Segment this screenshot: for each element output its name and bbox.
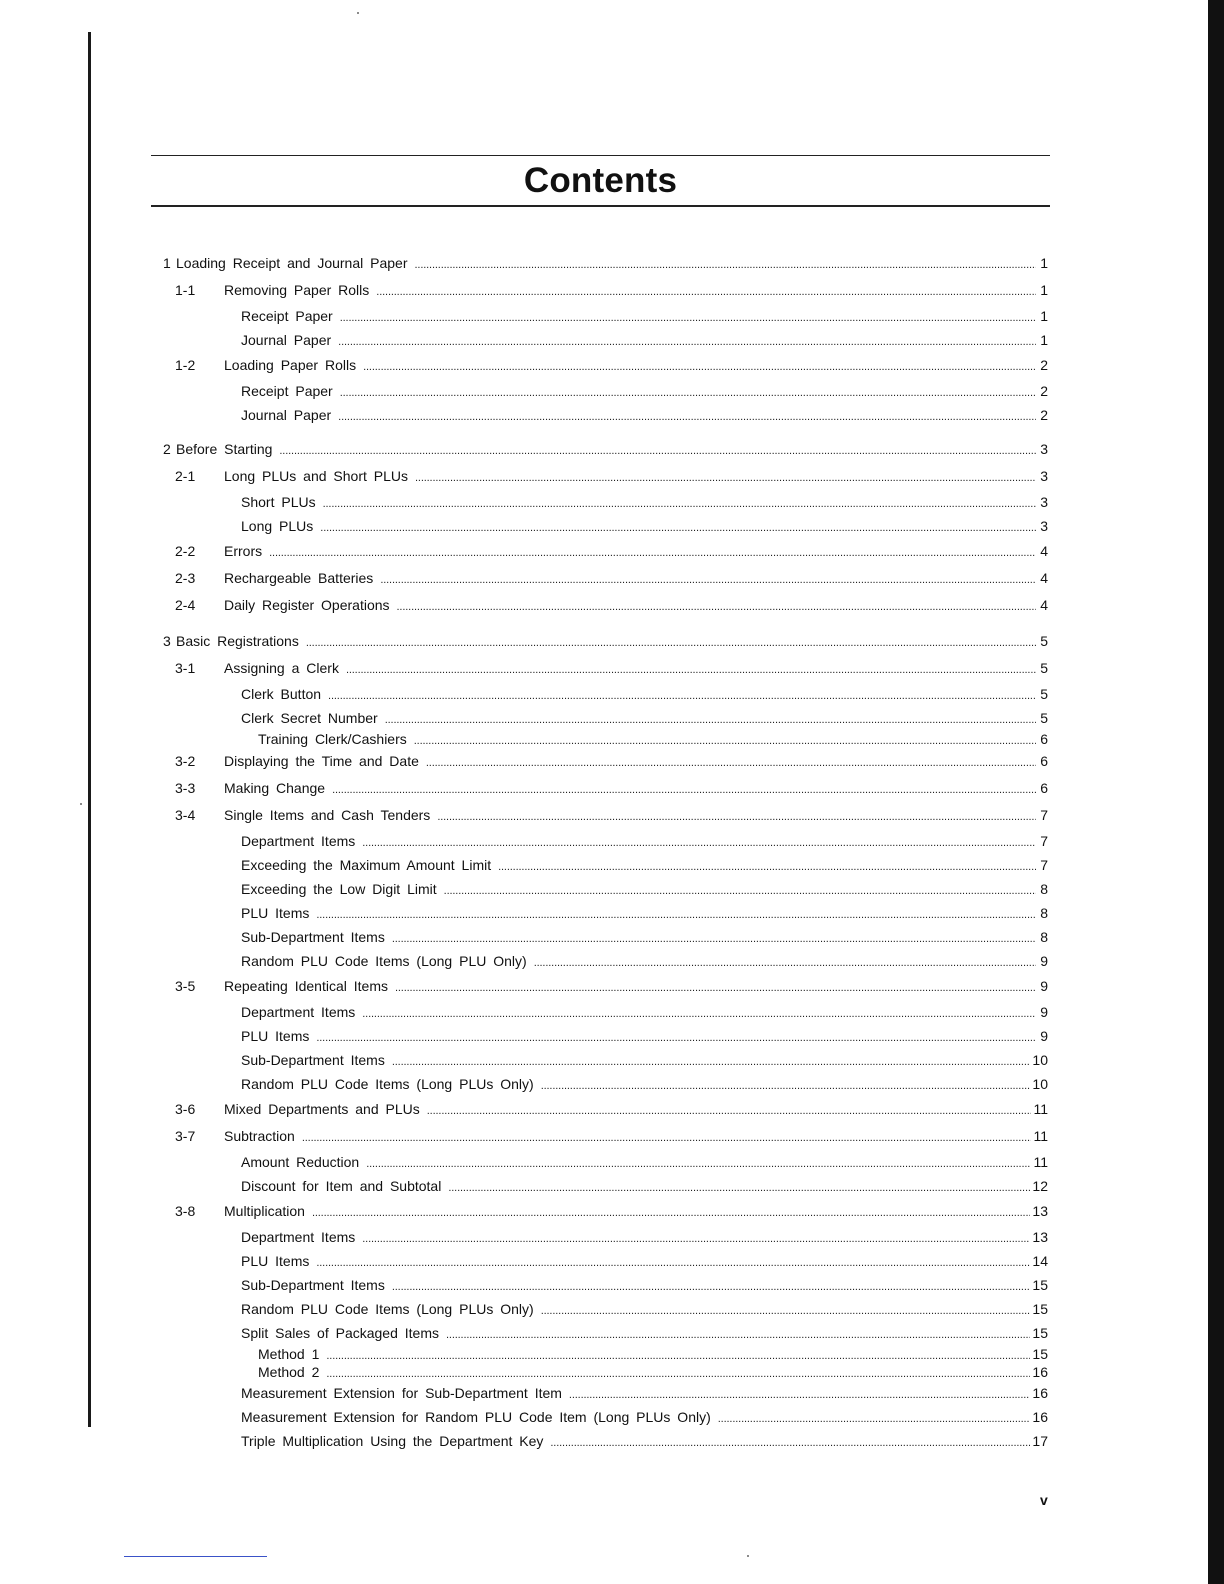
toc-section-entry-page: 2 <box>1040 357 1048 373</box>
toc-chapter-entry-label: Before Starting <box>176 441 273 457</box>
toc-section-entry <box>163 277 1048 304</box>
toc-item-entry <box>163 1024 1048 1048</box>
toc-section-entry-label: Long PLUs and Short PLUs <box>224 468 408 484</box>
scan-speck <box>747 1555 749 1557</box>
toc-item-entry-label: Triple Multiplication Using the Department Key <box>241 1433 544 1449</box>
toc-item-entry-label: PLU Items <box>241 905 310 921</box>
dot-leader <box>541 1074 1031 1098</box>
dot-leader <box>316 903 1036 927</box>
toc-item-entry-label: Short PLUs <box>241 494 316 510</box>
toc-section-entry-page: 1 <box>1040 282 1048 298</box>
toc-section-entry-page: 4 <box>1040 543 1048 559</box>
toc-section-entry <box>163 352 1048 379</box>
toc-section-entry-label: Repeating Identical Items <box>224 978 388 994</box>
toc-section-entry-number: 1-2 <box>175 357 196 373</box>
dot-leader <box>332 777 1036 804</box>
toc-chapter-entry-number: 1 <box>163 255 171 271</box>
toc-item-entry <box>163 379 1048 403</box>
toc-item-entry-page: 15 <box>1032 1325 1048 1341</box>
toc-item-entry-page: 3 <box>1040 518 1048 534</box>
toc-chapter-entry <box>163 629 1048 653</box>
toc-item-entry <box>163 1321 1048 1345</box>
dot-leader <box>363 354 1036 381</box>
toc-item-entry-page: 13 <box>1032 1229 1048 1245</box>
toc-item-entry-label: Receipt Paper <box>241 308 333 324</box>
dot-leader <box>340 381 1036 405</box>
toc-chapter <box>163 251 1048 427</box>
toc-item-entry <box>163 1000 1048 1024</box>
toc-section-entry-number: 3-3 <box>175 780 196 796</box>
toc-item-entry-page: 9 <box>1040 1004 1048 1020</box>
toc-item-entry-label: Exceeding the Maximum Amount Limit <box>241 857 492 873</box>
toc-section-entry <box>163 463 1048 490</box>
toc-item-entry-page: 1 <box>1040 332 1048 348</box>
dot-leader <box>376 279 1036 306</box>
dot-leader <box>415 253 1037 277</box>
toc-item-entry-label: Measurement Extension for Sub-Department Item <box>241 1385 562 1401</box>
dot-leader <box>323 492 1036 516</box>
dot-leader <box>444 879 1036 903</box>
toc-item-entry <box>163 706 1048 730</box>
dot-leader <box>437 804 1036 831</box>
toc-item-entry <box>163 829 1048 853</box>
toc-item-entry-label: Random PLU Code Items (Long PLU Only) <box>241 953 527 969</box>
scan-mark <box>124 1556 267 1557</box>
dot-leader <box>380 567 1036 594</box>
toc-item-entry-page: 8 <box>1040 929 1048 945</box>
dot-leader <box>306 631 1036 655</box>
toc-item-entry-label: Clerk Secret Number <box>241 710 378 726</box>
dot-leader <box>392 1275 1031 1299</box>
toc-section-entry-page: 4 <box>1040 570 1048 586</box>
toc-section-entry-page: 11 <box>1033 1101 1048 1117</box>
toc-section-entry <box>163 802 1048 829</box>
toc-section-entry <box>163 775 1048 802</box>
toc-item-entry <box>163 682 1048 706</box>
toc-item-entry-label: Journal Paper <box>241 407 332 423</box>
dot-leader <box>718 1407 1031 1431</box>
dot-leader <box>320 516 1036 540</box>
toc-chapter <box>163 629 1048 1453</box>
toc-section-entry-label: Mixed Departments and PLUs <box>224 1101 420 1117</box>
toc-item-entry-page: 3 <box>1040 494 1048 510</box>
toc-section-entry-page: 9 <box>1040 978 1048 994</box>
dot-leader <box>366 1152 1031 1176</box>
toc-item-entry <box>163 949 1048 973</box>
toc-item-entry-label: Amount Reduction <box>241 1154 360 1170</box>
toc-section-entry-number: 3-8 <box>175 1203 196 1219</box>
toc-section-entry-page: 13 <box>1032 1203 1048 1219</box>
dot-leader <box>328 684 1036 708</box>
toc-section-entry-number: 3-4 <box>175 807 196 823</box>
toc-section-entry-number: 1-1 <box>175 282 196 298</box>
dot-leader <box>362 1227 1030 1251</box>
toc-section-entry <box>163 655 1048 682</box>
toc-section-entry-number: 3-1 <box>175 660 196 676</box>
dot-leader <box>385 708 1036 732</box>
dot-leader <box>326 1347 1030 1365</box>
toc-item-entry-label: PLU Items <box>241 1028 310 1044</box>
toc-section-entry-label: Assigning a Clerk <box>224 660 339 676</box>
dot-leader <box>362 1002 1036 1026</box>
toc-item-entry <box>163 304 1048 328</box>
toc-item-entry-label: Sub-Department Items <box>241 1277 385 1293</box>
toc-section-entry-label: Displaying the Time and Date <box>224 753 419 769</box>
toc-item-entry-page: 16 <box>1032 1409 1048 1425</box>
dot-leader <box>346 657 1036 684</box>
toc-item-entry-page: 2 <box>1040 407 1048 423</box>
toc-item-entry <box>163 1225 1048 1249</box>
toc-section-entry <box>163 1198 1048 1225</box>
toc-item-entry <box>163 1072 1048 1096</box>
toc-item-entry-page: 5 <box>1040 686 1048 702</box>
toc-section-entry-number: 3-5 <box>175 978 196 994</box>
toc-item-entry-page: 9 <box>1040 1028 1048 1044</box>
toc-item-entry <box>163 328 1048 352</box>
toc-section-entry-number: 2-1 <box>175 468 196 484</box>
scan-speck <box>357 12 359 14</box>
page-title: Contents <box>523 161 678 200</box>
dot-leader <box>392 927 1036 951</box>
dot-leader <box>338 330 1036 354</box>
toc-section-entry-number: 2-2 <box>175 543 196 559</box>
toc-section-entry-number: 3-7 <box>175 1128 196 1144</box>
toc-item-entry-page: 7 <box>1040 857 1048 873</box>
toc-chapter-entry-page: 5 <box>1040 633 1048 649</box>
toc-section-entry-page: 11 <box>1033 1128 1048 1144</box>
toc-section-entry-label: Removing Paper Rolls <box>224 282 370 298</box>
table-of-contents <box>163 251 1048 1463</box>
dot-leader <box>414 732 1036 750</box>
toc-item-entry-label: Discount for Item and Subtotal <box>241 1178 442 1194</box>
toc-item-entry-label: PLU Items <box>241 1253 310 1269</box>
toc-section-entry-label: Daily Register Operations <box>224 597 390 613</box>
toc-item-entry <box>163 490 1048 514</box>
toc-section-entry-label: Multiplication <box>224 1203 305 1219</box>
dot-leader <box>415 465 1036 492</box>
toc-section-entry-number: 3-6 <box>175 1101 196 1117</box>
dot-leader <box>338 405 1036 429</box>
dot-leader <box>316 1026 1036 1050</box>
toc-item-entry <box>163 901 1048 925</box>
dot-leader <box>448 1176 1030 1200</box>
toc-item-entry <box>163 1150 1048 1174</box>
toc-section-entry-page: 3 <box>1040 468 1048 484</box>
toc-section-entry <box>163 1123 1048 1150</box>
dot-leader <box>362 831 1036 855</box>
toc-subitem-entry <box>163 1345 1048 1363</box>
toc-item-entry-label: Random PLU Code Items (Long PLUs Only) <box>241 1301 534 1317</box>
toc-item-entry-page: 9 <box>1040 953 1048 969</box>
toc-item-entry-label: Long PLUs <box>241 518 314 534</box>
toc-chapter-entry-page: 3 <box>1040 441 1048 457</box>
toc-section-entry <box>163 973 1048 1000</box>
toc-section-entry-label: Loading Paper Rolls <box>224 357 357 373</box>
toc-item-entry-label: Receipt Paper <box>241 383 333 399</box>
dot-leader <box>427 1098 1032 1125</box>
dot-leader <box>316 1251 1030 1275</box>
toc-item-entry-page: 15 <box>1032 1301 1048 1317</box>
toc-item-entry-page: 2 <box>1040 383 1048 399</box>
toc-item-entry-label: Department Items <box>241 833 356 849</box>
dot-leader <box>498 855 1036 879</box>
toc-item-entry-page: 12 <box>1032 1178 1048 1194</box>
page-number: v <box>1040 1492 1048 1508</box>
dot-leader <box>534 951 1036 975</box>
toc-subitem-entry-label: Training Clerk/Cashiers <box>258 731 407 747</box>
toc-subitem-entry-label: Method 2 <box>258 1364 320 1380</box>
dot-leader <box>302 1125 1032 1152</box>
dot-leader <box>397 594 1036 621</box>
dot-leader <box>569 1383 1031 1407</box>
toc-section-entry-page: 6 <box>1040 780 1048 796</box>
scan-speck <box>80 803 82 805</box>
dot-leader <box>312 1200 1030 1227</box>
toc-item-entry-label: Split Sales of Packaged Items <box>241 1325 439 1341</box>
toc-item-entry <box>163 1381 1048 1405</box>
dot-leader <box>392 1050 1031 1074</box>
toc-section-entry <box>163 592 1048 619</box>
toc-item-entry <box>163 1048 1048 1072</box>
header-rule-bottom <box>151 205 1050 207</box>
toc-section-entry <box>163 565 1048 592</box>
dot-leader <box>446 1323 1030 1347</box>
toc-section-entry-page: 6 <box>1040 753 1048 769</box>
toc-section-entry <box>163 538 1048 565</box>
toc-item-entry-page: 10 <box>1032 1076 1048 1092</box>
toc-section-entry-label: Subtraction <box>224 1128 295 1144</box>
toc-item-entry-label: Random PLU Code Items (Long PLUs Only) <box>241 1076 534 1092</box>
dot-leader <box>426 750 1036 777</box>
toc-chapter-entry-label: Loading Receipt and Journal Paper <box>176 255 408 271</box>
toc-item-entry <box>163 1297 1048 1321</box>
toc-chapter <box>163 437 1048 619</box>
toc-item-entry <box>163 1405 1048 1429</box>
toc-item-entry-label: Department Items <box>241 1004 356 1020</box>
header-rule-top <box>151 155 1050 156</box>
toc-section-entry-number: 2-3 <box>175 570 196 586</box>
toc-item-entry-page: 16 <box>1032 1385 1048 1401</box>
toc-item-entry-page: 8 <box>1040 905 1048 921</box>
toc-subitem-entry-label: Method 1 <box>258 1346 320 1362</box>
toc-section-entry-label: Rechargeable Batteries <box>224 570 374 586</box>
toc-section-entry-number: 2-4 <box>175 597 196 613</box>
toc-section-entry-number: 3-2 <box>175 753 196 769</box>
toc-item-entry-label: Exceeding the Low Digit Limit <box>241 881 437 897</box>
toc-item-entry <box>163 1249 1048 1273</box>
dot-leader <box>340 306 1036 330</box>
toc-item-entry <box>163 853 1048 877</box>
toc-section-entry <box>163 1096 1048 1123</box>
toc-item-entry <box>163 925 1048 949</box>
toc-item-entry-label: Measurement Extension for Random PLU Code Item (Long PLUs Only) <box>241 1409 711 1425</box>
toc-item-entry-page: 7 <box>1040 833 1048 849</box>
toc-item-entry-page: 11 <box>1033 1154 1048 1170</box>
dot-leader <box>395 975 1036 1002</box>
toc-section-entry-page: 4 <box>1040 597 1048 613</box>
toc-item-entry-label: Department Items <box>241 1229 356 1245</box>
toc-item-entry-page: 10 <box>1032 1052 1048 1068</box>
toc-item-entry-label: Journal Paper <box>241 332 332 348</box>
toc-item-entry-page: 14 <box>1032 1253 1048 1269</box>
toc-section-entry-page: 7 <box>1040 807 1048 823</box>
toc-item-entry-label: Sub-Department Items <box>241 1052 385 1068</box>
toc-item-entry-page: 15 <box>1032 1277 1048 1293</box>
page-edge-shadow <box>1208 0 1224 1584</box>
toc-item-entry-page: 17 <box>1032 1433 1048 1449</box>
dot-leader <box>541 1299 1031 1323</box>
toc-chapter-entry <box>163 251 1048 275</box>
toc-chapter-entry-number: 3 <box>163 633 171 649</box>
toc-chapter-entry-page: 1 <box>1040 255 1048 271</box>
toc-subitem-entry <box>163 1363 1048 1381</box>
toc-item-entry <box>163 1429 1048 1453</box>
toc-subitem-entry <box>163 730 1048 748</box>
toc-chapter-entry-number: 2 <box>163 441 171 457</box>
toc-subitem-entry-page: 6 <box>1040 731 1048 747</box>
toc-section-entry <box>163 748 1048 775</box>
toc-subitem-entry-page: 15 <box>1032 1346 1048 1362</box>
toc-subitem-entry-page: 16 <box>1032 1364 1048 1380</box>
toc-section-entry-label: Errors <box>224 543 263 559</box>
binding-line <box>88 32 91 1427</box>
toc-item-entry <box>163 514 1048 538</box>
toc-item-entry-page: 8 <box>1040 881 1048 897</box>
dot-leader <box>269 540 1036 567</box>
toc-section-entry-label: Making Change <box>224 780 326 796</box>
toc-item-entry <box>163 1174 1048 1198</box>
toc-section-entry-label: Single Items and Cash Tenders <box>224 807 431 823</box>
toc-chapter-entry-label: Basic Registrations <box>176 633 299 649</box>
dot-leader <box>279 439 1036 463</box>
toc-item-entry-page: 5 <box>1040 710 1048 726</box>
toc-chapter-entry <box>163 437 1048 461</box>
toc-item-entry <box>163 1273 1048 1297</box>
toc-item-entry <box>163 403 1048 427</box>
dot-leader <box>550 1431 1030 1455</box>
toc-item-entry-label: Clerk Button <box>241 686 322 702</box>
toc-item-entry-page: 1 <box>1040 308 1048 324</box>
toc-item-entry-label: Sub-Department Items <box>241 929 385 945</box>
toc-item-entry <box>163 877 1048 901</box>
toc-section-entry-page: 5 <box>1040 660 1048 676</box>
